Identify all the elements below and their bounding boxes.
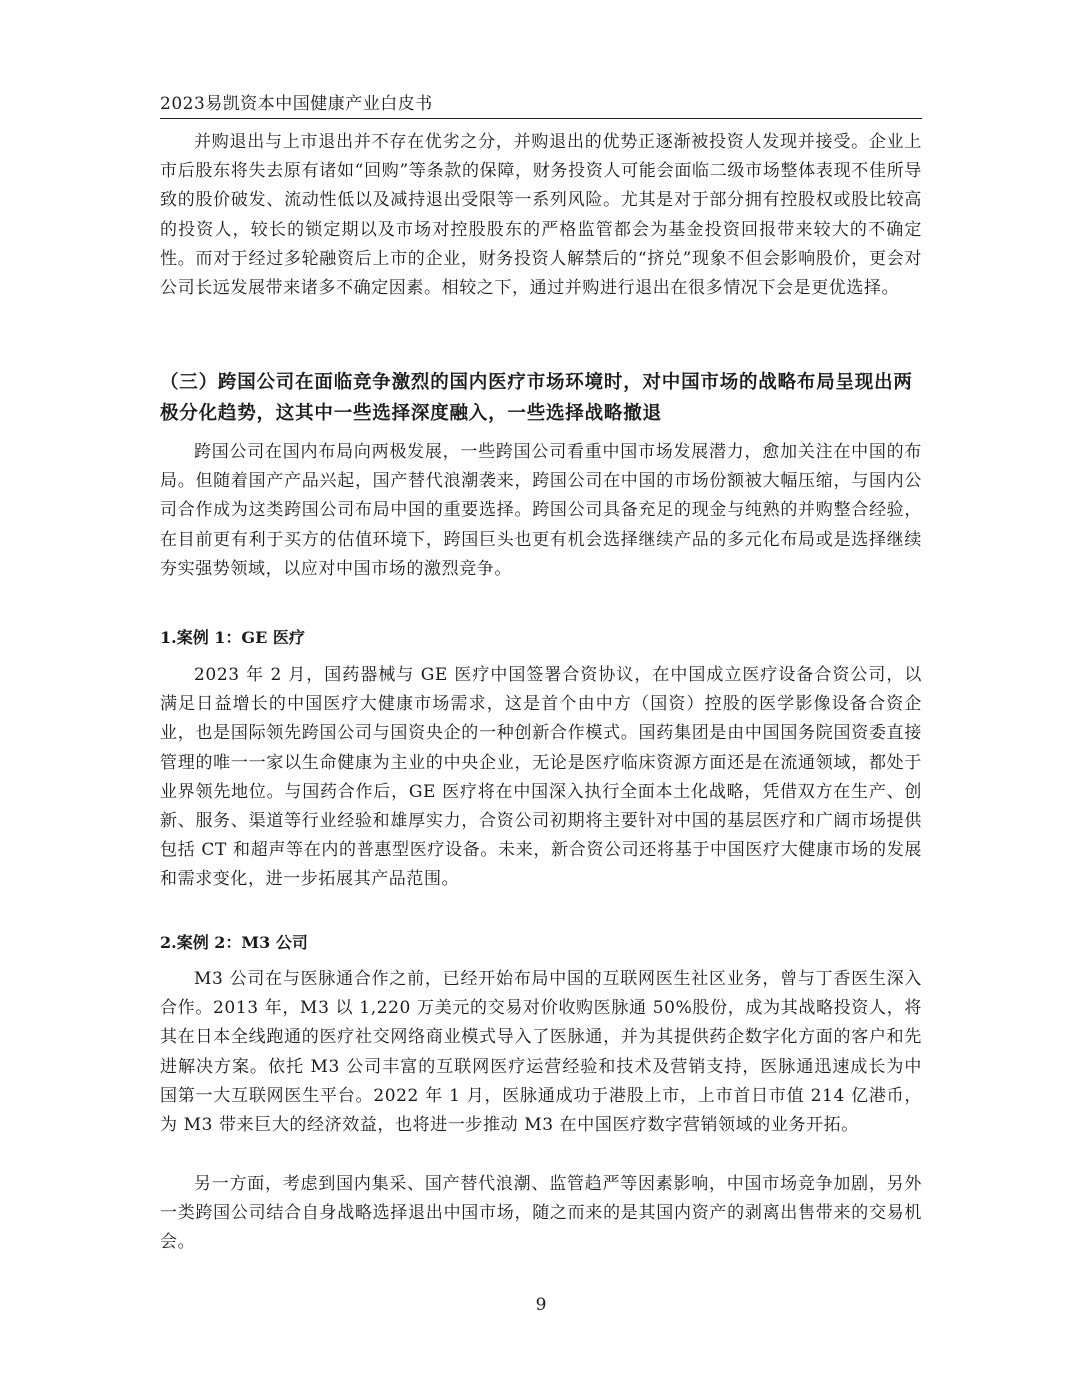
- paragraph-divestment: 另一方面，考虑到国内集采、国产替代浪潮、监管趋严等因素影响，中国市场竞争加剧，另外一类跨国公司结合自身战略选择退出中国市场，随之而来的是其国内资产的剥离出售带来的交易机会。: [160, 1174, 922, 1253]
- paragraph-multinational-layout: 跨国公司在国内布局向两极发展，一些跨国公司看重中国市场发展潜力，愈加关注在中国的布局。但随着国产产品兴起，国产替代浪潮袭来，跨国公司在中国的市场份额被大幅压缩，与国内公司合作成为这类跨国公司布局中国的重要选择。跨国公司具备充足的现金与纯熟的并购整合经验，在目前更有利于买方的估值环境下，跨国巨头也更有机会选择继续产品的多元化布局或是选择继续夯实强势领域，以应对中国市场的激烈竞争。: [160, 442, 922, 579]
- document-page: [160, 0, 922, 1397]
- paragraph-case-m3: M3 公司在与医脉通合作之前，已经开始布局中国的互联网医生社区业务，曾与丁香医生深入合作。2013 年，M3 以 1,220 万美元的交易对价收购医脉通 50%股份，成为其战略投资人，将其在日本全线跑通的医疗社交网络商业模式导入了医脉通，并为其提供药企数字化方面的客户和先进解决方案。依托 M3 公司丰富的互联网医疗运营经验和技术及营销支持，医脉通迅速成长为中国第一大互联网医生平台。2022 年 1 月，医脉通成功于港股上市，上市首日市值 214 亿港币，为 M3 带来巨大的经济效益，也将进一步推动 M3 在中国医疗数字营销领域的业务开拓。: [160, 969, 922, 1136]
- paragraph-ma-exit: 并购退出与上市退出并不存在优劣之分，并购退出的优势正逐渐被投资人发现并接受。企业上市后股东将失去原有诸如“回购”等条款的保障，财务投资人可能会面临二级市场整体表现不佳所导致的股价破发、流动性低以及减持退出受限等一系列风险。尤其是对于部分拥有控股权或股比较高的投资人，较长的锁定期以及市场对控股股东的严格监管都会为基金投资回报带来较大的不确定性。而对于经过多轮融资后上市的企业，财务投资人解禁后的“挤兑”现象不但会影响股价，更会对公司长远发展带来诸多不确定因素。相较之下，通过并购进行退出在很多情况下会是更优选择。: [160, 132, 922, 299]
- header-divider: [160, 118, 922, 119]
- case-1-heading: 1.案例 1：GE 医疗: [160, 628, 305, 647]
- page-number: 9: [535, 1295, 547, 1315]
- section-heading-multinationals: （三）跨国公司在面临竞争激烈的国内医疗市场环境时，对中国市场的战略布局呈现出两极分化趋势，这其中一些选择深度融入，一些选择战略撤退: [160, 372, 913, 424]
- case-2-heading: 2.案例 2：M3 公司: [160, 933, 308, 952]
- running-header: 2023易凯资本中国健康产业白皮书: [160, 94, 433, 114]
- paragraph-case-ge: 2023 年 2 月，国药器械与 GE 医疗中国签署合资协议，在中国成立医疗设备合资公司，以满足日益增长的中国医疗大健康市场需求，这是首个由中方（国资）控股的医学影像设备合资企业，也是国际领先跨国公司与国资央企的一种创新合作模式。国药集团是由中国国务院国资委直接管理的唯一一家以生命健康为主业的中央企业，无论是医疗临床资源方面还是在流通领域，都处于业界领先地位。与国药合作后，GE 医疗将在中国深入执行全面本土化战略，凭借双方在生产、创新、服务、渠道等行业经验和雄厚实力，合资公司初期将主要针对中国的基层医疗和广阔市场提供包括 CT 和超声等在内的普惠型医疗设备。未来，新合资公司还将基于中国医疗大健康市场的发展和需求变化，进一步拓展其产品范围。: [160, 665, 922, 890]
